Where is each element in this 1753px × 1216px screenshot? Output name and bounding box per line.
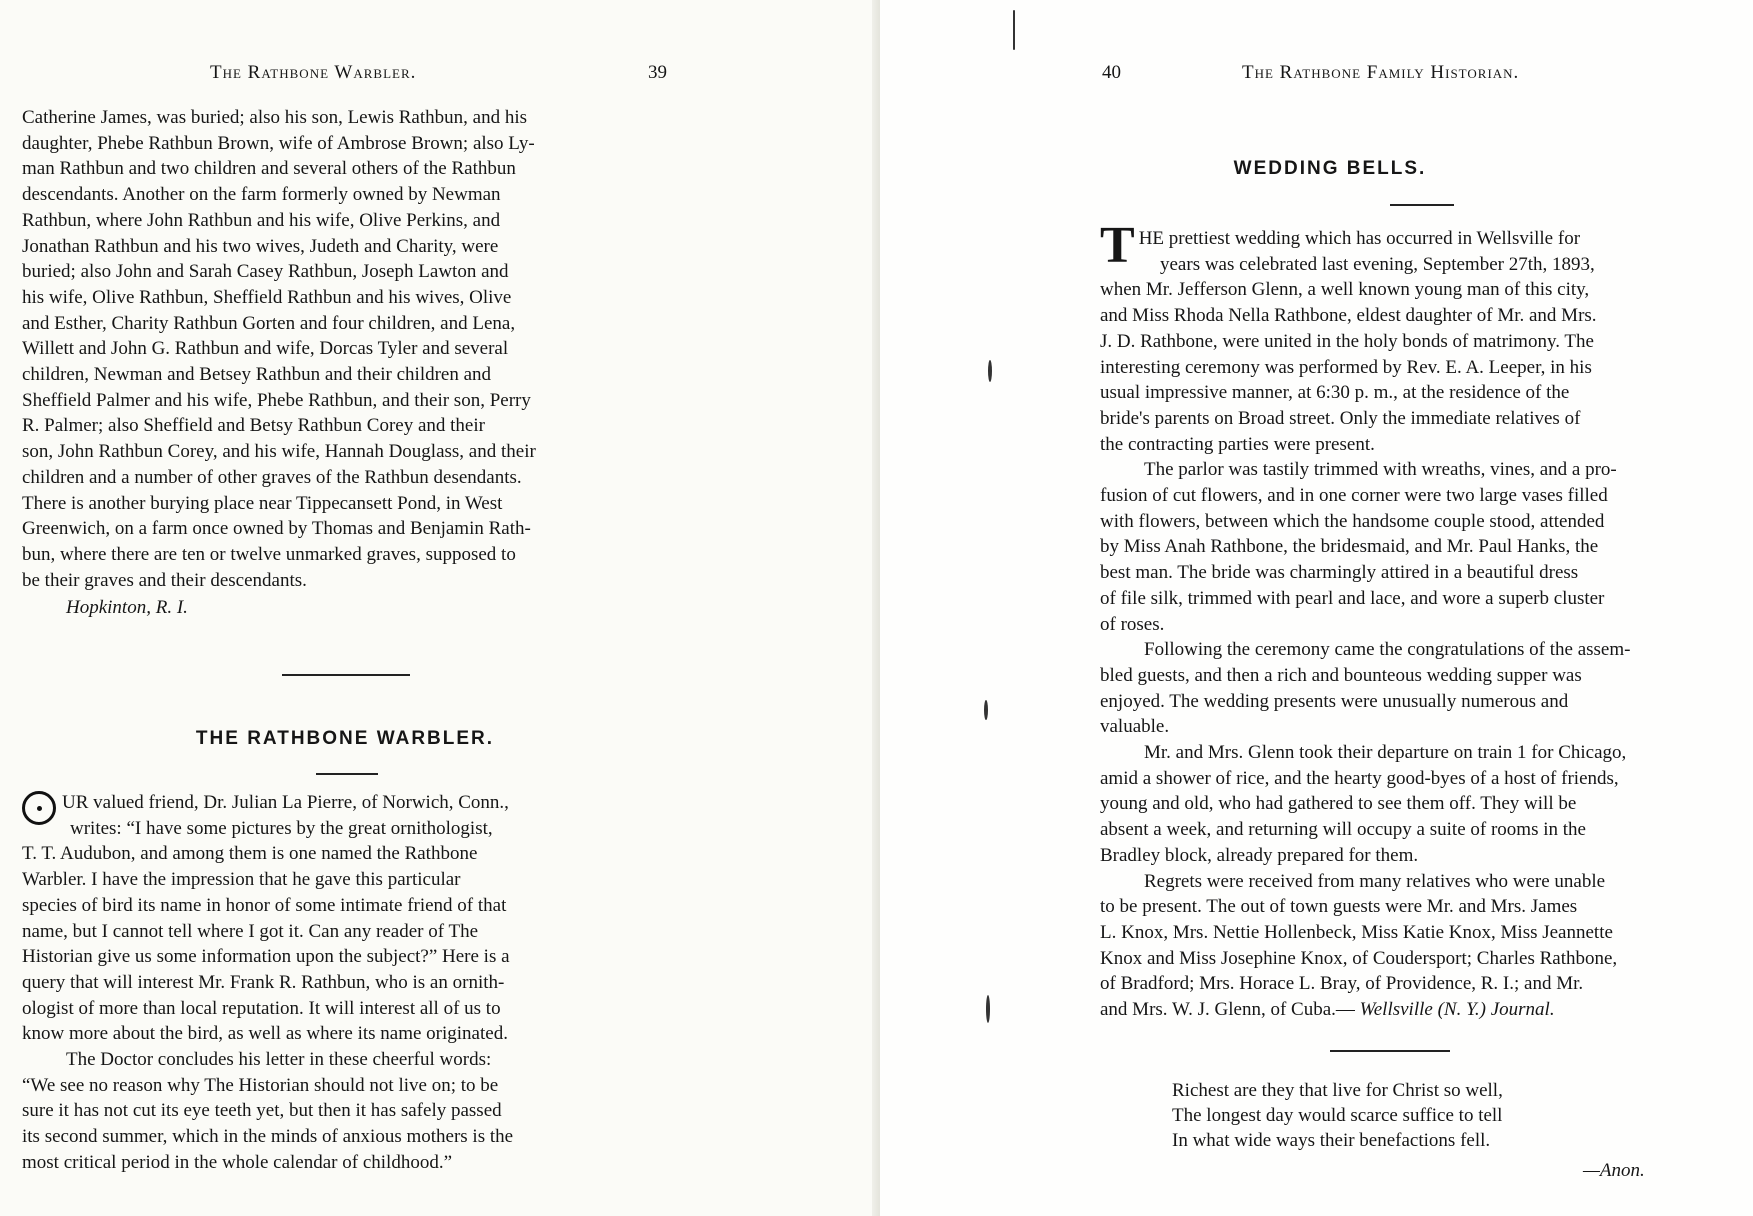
wedding-para5-line: and Mrs. W. J. Glenn, of Cuba.— Wellsville (N. Y.) Journal. <box>1100 999 1555 1021</box>
wedding-para4-line: young and old, who had gathered to see them off. They will be <box>1100 793 1577 815</box>
wedding-para3-line: bled guests, and then a rich and bounteous wedding supper was <box>1100 664 1582 686</box>
poem-attribution: —Anon. <box>1583 1160 1645 1181</box>
article-title-warbler: THE RATHBONE WARBLER. <box>195 728 495 749</box>
page-number-39: 39 <box>648 62 667 83</box>
print-smudge <box>1013 10 1015 50</box>
burial-text-line: children and a number of other graves of the Rathbun desendants. <box>22 466 522 488</box>
warbler-line: query that will interest Mr. Frank R. Rathbun, who is an ornith- <box>22 971 505 993</box>
burial-text-line: Sheffield Palmer and his wife, Phebe Rathbun, and their son, Perry <box>22 389 531 411</box>
burial-text-line: Jonathan Rathbun and his two wives, Judeth and Charity, were <box>22 235 499 257</box>
section-divider <box>282 674 410 676</box>
wedding-para4-line: Mr. and Mrs. Glenn took their departure on train 1 for Chicago, <box>1144 742 1627 764</box>
burial-text-line: children, Newman and Betsey Rathbun and their children and <box>22 364 492 386</box>
warbler-line: know more about the bird, as well as where its name originated. <box>22 1023 508 1045</box>
warbler-para2-line: “We see no reason why The Historian should not live on; to be <box>22 1074 499 1096</box>
warbler-line: Historian give us some information upon the subject?” Here is a <box>22 946 510 968</box>
poem-line: In what wide ways their benefactions fell. <box>1172 1130 1491 1151</box>
title-underline-wedding <box>1390 204 1454 206</box>
wedding-para3-line: Following the ceremony came the congratulations of the assem- <box>1144 639 1631 661</box>
wedding-para4-line: amid a shower of rice, and the hearty good-byes of a host of friends, <box>1100 767 1619 789</box>
article-title-wedding: WEDDING BELLS. <box>1233 158 1427 179</box>
warbler-line: ologist of more than local reputation. It will interest all of us to <box>22 997 501 1019</box>
wedding-first-line-text: HE prettiest wedding which has occurred in Wellsville for <box>1138 228 1581 249</box>
wedding-para1-line: J. D. Rathbone, were united in the holy bonds of matrimony. The <box>1100 330 1594 352</box>
wedding-para1-line: when Mr. Jefferson Glenn, a well known young man of this city, <box>1100 279 1590 301</box>
burial-text-line: Greenwich, on a farm once owned by Thomas and Benjamin Rath- <box>22 518 531 540</box>
burial-text-line: and Esther, Charity Rathbun Gorten and four children, and Lena, <box>22 312 516 334</box>
right-page <box>880 0 1753 1216</box>
warbler-para2-line: sure it has not cut its eye teeth yet, but then it has safely passed <box>22 1100 502 1122</box>
wedding-para2-line: best man. The bride was charmingly attired in a beautiful dress <box>1100 562 1579 584</box>
burial-text-line: daughter, Phebe Rathbun Brown, wife of Ambrose Brown; also Ly- <box>22 132 535 154</box>
wedding-para1-line: years was celebrated last evening, September 27th, 1893, <box>1160 253 1595 275</box>
wedding-para5-line: to be present. The out of town guests were Mr. and Mrs. James <box>1100 896 1578 918</box>
warbler-line: T. T. Audubon, and among them is one named the Rathbone <box>22 843 478 865</box>
burial-text-continuation <box>22 105 668 621</box>
page-number-40: 40 <box>1102 62 1121 83</box>
warbler-line: species of bird its name in honor of some intimate friend of that <box>22 894 507 916</box>
burial-text-line: be their graves and their descendants. <box>22 569 307 591</box>
wedding-para2-line: of roses. <box>1100 613 1165 635</box>
section-divider-right <box>1330 1050 1450 1052</box>
wedding-para2-line: of file silk, trimmed with pearl and lace, and wore a superb cluster <box>1100 587 1605 609</box>
wedding-para2-line: with flowers, between which the handsome couple stood, attended <box>1100 510 1605 532</box>
burial-text-line: bun, where there are ten or twelve unmarked graves, supposed to <box>22 543 516 565</box>
wedding-para1-line: the contracting parties were present. <box>1100 433 1375 455</box>
wedding-para5-line: Knox and Miss Josephine Knox, of Coudersport; Charles Rathbone, <box>1100 947 1618 969</box>
burial-text-line: man Rathbun and two children and several others of the Rathbun <box>22 158 516 180</box>
print-smudge <box>984 700 988 720</box>
drop-cap-t-icon: T <box>1100 217 1135 274</box>
first-line-text: UR valued friend, Dr. Julian La Pierre, of Norwich, Conn., <box>62 792 509 813</box>
burial-text-line: his wife, Olive Rathbun, Sheffield Rathbun and his wives, Olive <box>22 286 512 308</box>
wedding-para2-line: The parlor was tastily trimmed with wreaths, vines, and a pro- <box>1144 459 1617 481</box>
burial-text-line: Catherine James, was buried; also his son, Lewis Rathbun, and his <box>22 107 528 128</box>
source-credit: Wellsville (N. Y.) Journal. <box>1354 999 1555 1021</box>
poem-line: Richest are they that live for Christ so well, <box>1172 1080 1503 1101</box>
wedding-para5-line: Regrets were received from many relatives who were unable <box>1144 870 1606 892</box>
running-head-left: The Rathbone Warbler. <box>210 62 417 83</box>
drop-cap-o-icon <box>22 791 56 825</box>
burial-text-line: buried; also John and Sarah Casey Rathbun, Joseph Lawton and <box>22 261 509 283</box>
warbler-para2-line: The Doctor concludes his letter in these cheerful words: <box>66 1049 492 1071</box>
warbler-line: name, but I cannot tell where I got it. Can any reader of The <box>22 920 479 942</box>
wedding-para2-line: by Miss Anah Rathbone, the bridesmaid, and Mr. Paul Hanks, the <box>1100 536 1599 558</box>
wedding-article-body <box>1100 217 1740 1023</box>
place-line: Hopkinton, R. I. <box>66 597 188 619</box>
wedding-para4-line: Bradley block, already prepared for them. <box>1100 844 1419 866</box>
burial-text-line: R. Palmer; also Sheffield and Betsy Rathbun Corey and their <box>22 415 485 437</box>
print-smudge <box>986 995 990 1023</box>
title-underline <box>316 773 378 775</box>
wedding-para1-line: and Miss Rhoda Nella Rathbone, eldest daughter of Mr. and Mrs. <box>1100 305 1597 327</box>
wedding-para4-line: absent a week, and returning will occupy a suite of rooms in the <box>1100 819 1586 841</box>
warbler-line: writes: “I have some pictures by the great ornithologist, <box>70 817 493 839</box>
wedding-para1-line: usual impressive manner, at 6:30 p. m., at the residence of the <box>1100 382 1570 404</box>
burial-text-line: son, John Rathbun Corey, and his wife, Hannah Douglass, and their <box>22 441 536 463</box>
warbler-para2-line: its second summer, which in the minds of anxious mothers is the <box>22 1126 514 1148</box>
wedding-para1-line: interesting ceremony was performed by Rev. E. A. Leeper, in his <box>1100 356 1592 378</box>
burial-text-line: Rathbun, where John Rathbun and his wife, Olive Perkins, and <box>22 209 501 231</box>
warbler-para2-line: most critical period in the whole calendar of childhood.” <box>22 1151 452 1173</box>
wedding-para2-line: fusion of cut flowers, and in one corner were two large vases filled <box>1100 485 1608 507</box>
closing-poem <box>1172 1078 1503 1153</box>
warbler-article-body <box>22 790 668 1176</box>
print-smudge <box>988 360 992 382</box>
running-head-right: The Rathbone Family Historian. <box>1242 62 1520 83</box>
wedding-para5-line: of Bradford; Mrs. Horace L. Bray, of Providence, R. I.; and Mr. <box>1100 973 1584 995</box>
poem-line: The longest day would scarce suffice to tell <box>1172 1105 1503 1126</box>
wedding-para3-line: enjoyed. The wedding presents were unusually numerous and <box>1100 690 1569 712</box>
burial-text-line: Willett and John G. Rathbun and wife, Dorcas Tyler and several <box>22 338 509 360</box>
wedding-para3-line: valuable. <box>1100 716 1170 738</box>
burial-text-line: descendants. Another on the farm formerly owned by Newman <box>22 184 501 206</box>
burial-text-line: There is another burying place near Tippecansett Pond, in West <box>22 492 503 514</box>
wedding-para1-line: bride's parents on Broad street. Only the immediate relatives of <box>1100 407 1581 429</box>
warbler-first-line <box>22 790 668 816</box>
wedding-para5-line: L. Knox, Mrs. Nettie Hollenbeck, Miss Katie Knox, Miss Jeannette <box>1100 921 1613 943</box>
warbler-line: Warbler. I have the impression that he gave this particular <box>22 869 461 891</box>
